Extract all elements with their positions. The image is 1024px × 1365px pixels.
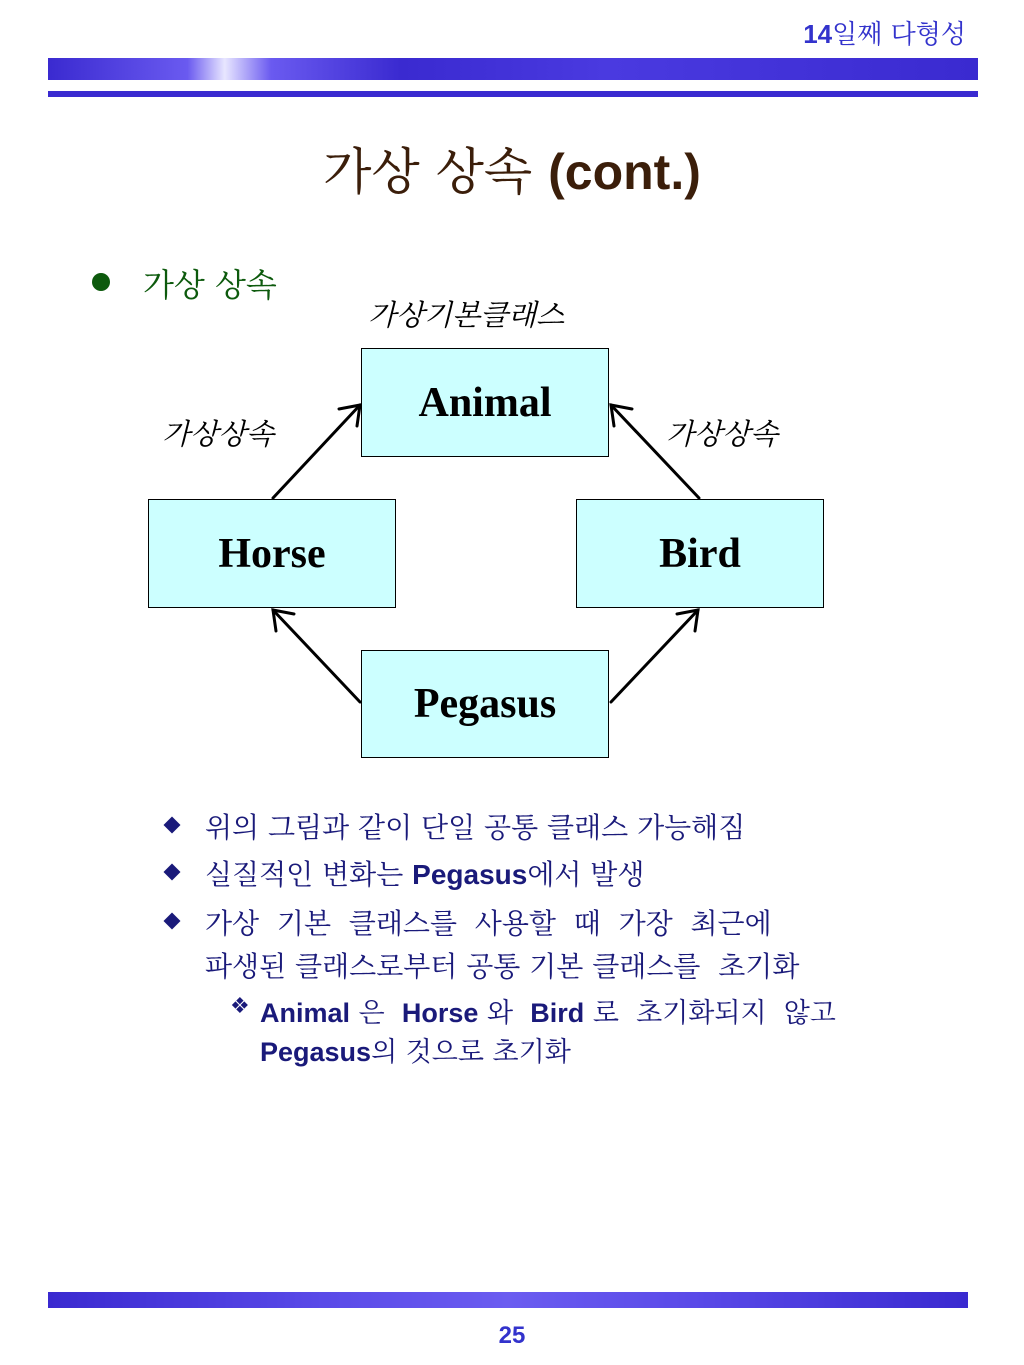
sub-sub-bullet-icon: ❖ bbox=[230, 994, 250, 1019]
sub-item-1: 위의 그림과 같이 단일 공통 클래스 가능해짐 bbox=[205, 811, 746, 844]
day-number: 14 bbox=[803, 19, 833, 49]
virtual-base-class-label: 가상기본클래스 bbox=[368, 298, 565, 332]
sub-item-3-line-1: 가상 기본 클래스를 사용할 때 가장 최근에 bbox=[205, 907, 772, 940]
sub-item-2-post: 에서 발생 bbox=[527, 858, 645, 891]
sub-item-3-line-2: 파생된 클래스로부터 공통 기본 클래스를 초기화 bbox=[205, 950, 800, 983]
bullet-text: 가상 상속 bbox=[143, 266, 277, 304]
word-eun: 은 bbox=[358, 998, 385, 1029]
arrow-pegasus-to-horse bbox=[273, 610, 360, 702]
sub-sub-item-line-1 bbox=[260, 991, 836, 1030]
page-number: 25 bbox=[498, 1322, 526, 1349]
day-title: 일째 다형성 bbox=[832, 20, 966, 50]
sub-sub-item-line-2 bbox=[260, 1030, 571, 1069]
sub-item-2 bbox=[205, 853, 644, 893]
class-box-bird: Bird bbox=[576, 499, 824, 608]
arrow-horse-to-animal bbox=[273, 405, 360, 498]
class-box-animal: Animal bbox=[361, 348, 609, 457]
title-korean: 가상 상속 bbox=[323, 143, 533, 201]
virtual-inheritance-label-right: 가상상속 bbox=[666, 417, 779, 451]
arrow-pegasus-to-bird bbox=[611, 610, 698, 702]
word-rest: 로 초기화되지 않고 bbox=[592, 998, 836, 1029]
class-box-horse: Horse bbox=[148, 499, 396, 608]
virtual-inheritance-label-left: 가상상속 bbox=[162, 417, 275, 451]
class-box-pegasus: Pegasus bbox=[361, 650, 609, 758]
word-wa: 와 bbox=[487, 998, 514, 1029]
sub-item-2-pre: 실질적인 변화는 bbox=[205, 858, 413, 891]
title-latin: (cont.) bbox=[548, 144, 701, 200]
word-bird: Bird bbox=[530, 998, 585, 1028]
line2-rest: 의 것으로 초기화 bbox=[371, 1037, 571, 1068]
word-horse: Horse bbox=[401, 998, 479, 1028]
word-pegasus: Pegasus bbox=[260, 1037, 372, 1067]
arrow-bird-to-animal bbox=[611, 405, 699, 498]
bottom-decor-band bbox=[48, 1292, 968, 1308]
word-animal: Animal bbox=[260, 998, 351, 1028]
sub-item-2-bold: Pegasus bbox=[412, 859, 528, 890]
